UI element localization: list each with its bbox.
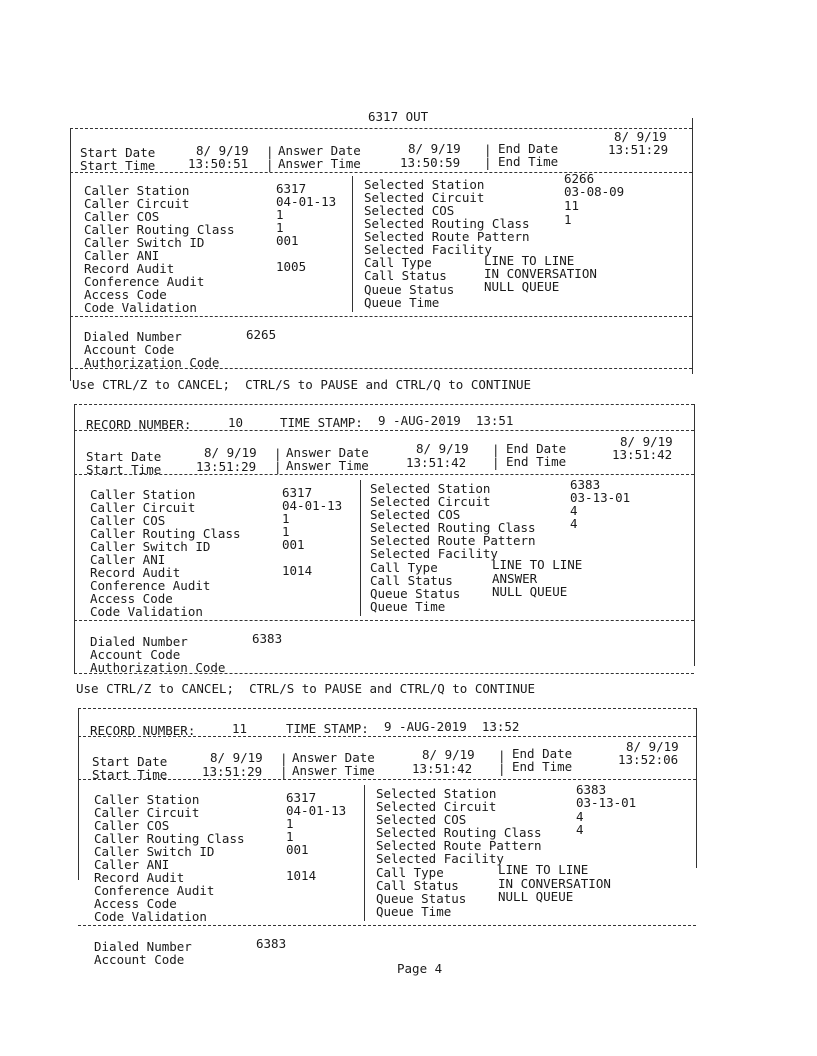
cancel-message: Use CTRL/Z to CANCEL; CTRL/S to PAUSE and CTRL/Q to CONTINUE bbox=[76, 681, 536, 696]
code-validation-label: Code Validation bbox=[84, 300, 197, 315]
selected-cos-label: Selected COS bbox=[370, 507, 461, 522]
end-time-label: End Time bbox=[498, 154, 559, 169]
code-validation-label: Code Validation bbox=[90, 604, 203, 619]
divider: | bbox=[498, 748, 506, 763]
selected-route-pattern-label: Selected Route Pattern bbox=[370, 533, 536, 548]
end-time-label: End Time bbox=[506, 454, 567, 469]
selected-circuit-label: Selected Circuit bbox=[370, 494, 491, 509]
code-validation-label: Code Validation bbox=[94, 909, 207, 924]
caller-station-value: 6317 bbox=[282, 485, 313, 500]
caller-cos-value: 1 bbox=[282, 511, 290, 526]
call-type-label: Call Type bbox=[370, 560, 438, 575]
record-audit-label: Record Audit bbox=[90, 565, 181, 580]
divider bbox=[78, 708, 696, 709]
divider bbox=[352, 176, 353, 312]
record-audit-label: Record Audit bbox=[94, 870, 185, 885]
selected-cos-label: Selected COS bbox=[364, 203, 455, 218]
caller-switch-id-label: Caller Switch ID bbox=[90, 539, 211, 554]
caller-routing-class-value: 1 bbox=[286, 829, 294, 844]
caller-circuit-value: 04-01-13 bbox=[282, 498, 343, 513]
record-audit-value: 1014 bbox=[282, 563, 313, 578]
record-number-label: RECORD NUMBER: bbox=[86, 417, 192, 432]
divider: | bbox=[274, 446, 282, 461]
answer-time-label: Answer Time bbox=[278, 156, 361, 171]
divider bbox=[74, 673, 694, 674]
conference-audit-label: Conference Audit bbox=[84, 274, 205, 289]
answer-date-label: Answer Date bbox=[286, 445, 369, 460]
account-code-label: Account Code bbox=[90, 647, 181, 662]
time-stamp-value: 9 -AUG-2019 13:51 bbox=[378, 413, 514, 428]
call-status-label: Call Status bbox=[370, 573, 453, 588]
divider bbox=[78, 925, 696, 926]
end-date-label: End Date bbox=[506, 441, 567, 456]
start-date-value: 8/ 9/19 bbox=[196, 143, 249, 158]
caller-switch-id-label: Caller Switch ID bbox=[94, 844, 215, 859]
caller-routing-class-label: Caller Routing Class bbox=[94, 831, 245, 846]
time-stamp-value: 9 -AUG-2019 13:52 bbox=[384, 719, 520, 734]
selected-route-pattern-label: Selected Route Pattern bbox=[364, 229, 530, 244]
page-number: Page 4 bbox=[397, 961, 443, 976]
caller-cos-label: Caller COS bbox=[90, 513, 166, 528]
answer-time-label: Answer Time bbox=[292, 763, 375, 778]
caller-cos-value: 1 bbox=[286, 816, 294, 831]
caller-switch-id-value: 001 bbox=[276, 233, 299, 248]
end-time-value: 13:52:06 bbox=[618, 752, 679, 767]
caller-ani-label: Caller ANI bbox=[90, 552, 166, 567]
caller-routing-class-value: 1 bbox=[276, 220, 284, 235]
record-audit-value: 1005 bbox=[276, 259, 307, 274]
caller-circuit-label: Caller Circuit bbox=[84, 196, 190, 211]
call-status-value: ANSWER bbox=[492, 571, 538, 586]
record-number-value: 10 bbox=[228, 415, 244, 430]
caller-cos-value: 1 bbox=[276, 207, 284, 222]
caller-routing-class-label: Caller Routing Class bbox=[90, 526, 241, 541]
divider bbox=[78, 736, 696, 737]
selected-station-label: Selected Station bbox=[370, 481, 491, 496]
time-stamp-label: TIME STAMP: bbox=[286, 721, 369, 736]
selected-cos-label: Selected COS bbox=[376, 812, 467, 827]
divider: | bbox=[492, 442, 500, 457]
caller-circuit-value: 04-01-13 bbox=[286, 803, 347, 818]
divider bbox=[78, 779, 696, 780]
divider: | bbox=[280, 751, 288, 766]
divider bbox=[74, 404, 75, 674]
answer-date-value: 8/ 9/19 bbox=[422, 747, 475, 762]
selected-routing-class-value: 4 bbox=[570, 516, 578, 531]
selected-circuit-label: Selected Circuit bbox=[376, 799, 497, 814]
dialed-number-label: Dialed Number bbox=[94, 939, 192, 954]
queue-status-label: Queue Status bbox=[370, 586, 461, 601]
caller-station-value: 6317 bbox=[286, 790, 317, 805]
divider: | bbox=[266, 157, 274, 172]
end-time-value: 13:51:42 bbox=[612, 447, 673, 462]
divider: | bbox=[498, 761, 506, 776]
queue-status-label: Queue Status bbox=[376, 891, 467, 906]
caller-station-label: Caller Station bbox=[90, 487, 196, 502]
call-status-label: Call Status bbox=[376, 878, 459, 893]
caller-switch-id-value: 001 bbox=[282, 537, 305, 552]
call-status-value: IN CONVERSATION bbox=[498, 876, 611, 891]
divider bbox=[70, 368, 692, 369]
selected-routing-class-value: 4 bbox=[576, 822, 584, 837]
caller-circuit-label: Caller Circuit bbox=[90, 500, 196, 515]
selected-route-pattern-label: Selected Route Pattern bbox=[376, 838, 542, 853]
end-date-value: 8/ 9/19 bbox=[620, 434, 673, 449]
dialed-number-value: 6383 bbox=[252, 631, 283, 646]
selected-station-value: 6266 bbox=[564, 171, 595, 186]
answer-time-value: 13:50:59 bbox=[400, 155, 461, 170]
start-date-label: Start Date bbox=[92, 754, 168, 769]
call-type-label: Call Type bbox=[364, 255, 432, 270]
call-type-label: Call Type bbox=[376, 865, 444, 880]
divider: | bbox=[484, 155, 492, 170]
selected-facility-label: Selected Facility bbox=[364, 242, 492, 257]
start-time-value: 13:51:29 bbox=[196, 459, 257, 474]
end-date-value: 8/ 9/19 bbox=[626, 739, 679, 754]
record-audit-label: Record Audit bbox=[84, 261, 175, 276]
start-date-value: 8/ 9/19 bbox=[210, 750, 263, 765]
selected-circuit-value: 03-08-09 bbox=[564, 184, 625, 199]
record-number-label: RECORD NUMBER: bbox=[90, 723, 196, 738]
end-date-label: End Date bbox=[512, 746, 573, 761]
answer-date-value: 8/ 9/19 bbox=[416, 441, 469, 456]
start-time-label: Start Time bbox=[86, 462, 162, 477]
call-type-value: LINE TO LINE bbox=[498, 862, 589, 877]
caller-cos-label: Caller COS bbox=[84, 209, 160, 224]
account-code-label: Account Code bbox=[84, 342, 175, 357]
selected-circuit-value: 03-13-01 bbox=[576, 795, 637, 810]
access-code-label: Access Code bbox=[84, 287, 167, 302]
divider: | bbox=[492, 455, 500, 470]
dialed-number-value: 6383 bbox=[256, 936, 287, 951]
end-date-label: End Date bbox=[498, 141, 559, 156]
authorization-code-label: Authorization Code bbox=[84, 355, 220, 370]
selected-circuit-value: 03-13-01 bbox=[570, 490, 631, 505]
start-date-label: Start Date bbox=[80, 145, 156, 160]
divider bbox=[364, 785, 365, 921]
caller-switch-id-label: Caller Switch ID bbox=[84, 235, 205, 250]
dialed-number-label: Dialed Number bbox=[84, 329, 182, 344]
caller-station-label: Caller Station bbox=[84, 183, 190, 198]
caller-routing-class-value: 1 bbox=[282, 524, 290, 539]
answer-date-label: Answer Date bbox=[292, 750, 375, 765]
caller-switch-id-value: 001 bbox=[286, 842, 309, 857]
dialed-number-label: Dialed Number bbox=[90, 634, 188, 649]
selected-cos-value: 4 bbox=[570, 503, 578, 518]
caller-station-value: 6317 bbox=[276, 181, 307, 196]
selected-routing-class-value: 1 bbox=[564, 212, 572, 227]
start-time-label: Start Time bbox=[92, 767, 168, 782]
divider bbox=[74, 430, 694, 431]
divider bbox=[78, 708, 79, 880]
queue-status-value: NULL QUEUE bbox=[484, 279, 560, 294]
divider: | bbox=[266, 144, 274, 159]
queue-status-value: NULL QUEUE bbox=[492, 584, 568, 599]
answer-time-value: 13:51:42 bbox=[412, 761, 473, 776]
selected-routing-class-label: Selected Routing Class bbox=[370, 520, 536, 535]
selected-cos-value: 4 bbox=[576, 809, 584, 824]
record-number-value: 11 bbox=[232, 721, 248, 736]
record-audit-value: 1014 bbox=[286, 868, 317, 883]
divider bbox=[694, 404, 695, 666]
divider bbox=[696, 708, 697, 868]
access-code-label: Access Code bbox=[90, 591, 173, 606]
caller-cos-label: Caller COS bbox=[94, 818, 170, 833]
queue-status-value: NULL QUEUE bbox=[498, 889, 574, 904]
start-time-value: 13:50:51 bbox=[188, 156, 249, 171]
start-time-label: Start Time bbox=[80, 158, 156, 173]
queue-time-label: Queue Time bbox=[364, 295, 440, 310]
answer-date-value: 8/ 9/19 bbox=[408, 141, 461, 156]
access-code-label: Access Code bbox=[94, 896, 177, 911]
caller-station-label: Caller Station bbox=[94, 792, 200, 807]
divider bbox=[74, 620, 694, 621]
selected-facility-label: Selected Facility bbox=[370, 546, 498, 561]
caller-ani-label: Caller ANI bbox=[94, 857, 170, 872]
divider bbox=[70, 128, 692, 129]
selected-station-value: 6383 bbox=[576, 782, 607, 797]
selected-circuit-label: Selected Circuit bbox=[364, 190, 485, 205]
conference-audit-label: Conference Audit bbox=[94, 883, 215, 898]
divider bbox=[70, 128, 71, 381]
caller-routing-class-label: Caller Routing Class bbox=[84, 222, 235, 237]
queue-time-label: Queue Time bbox=[370, 599, 446, 614]
start-date-label: Start Date bbox=[86, 449, 162, 464]
caller-circuit-value: 04-01-13 bbox=[276, 194, 337, 209]
account-code-label: Account Code bbox=[94, 952, 185, 967]
divider bbox=[74, 404, 694, 405]
answer-time-label: Answer Time bbox=[286, 458, 369, 473]
start-time-value: 13:51:29 bbox=[202, 764, 263, 779]
start-date-value: 8/ 9/19 bbox=[204, 445, 257, 460]
divider bbox=[360, 480, 361, 616]
dialed-number-value: 6265 bbox=[246, 327, 277, 342]
call-type-value: LINE TO LINE bbox=[492, 557, 583, 572]
selected-facility-label: Selected Facility bbox=[376, 851, 504, 866]
answer-date-label: Answer Date bbox=[278, 143, 361, 158]
authorization-code-label: Authorization Code bbox=[90, 660, 226, 675]
selected-cos-value: 11 bbox=[564, 198, 580, 213]
selected-routing-class-label: Selected Routing Class bbox=[364, 216, 530, 231]
cancel-message: Use CTRL/Z to CANCEL; CTRL/S to PAUSE and CTRL/Q to CONTINUE bbox=[72, 377, 532, 392]
divider bbox=[692, 118, 693, 374]
time-stamp-label: TIME STAMP: bbox=[280, 415, 363, 430]
divider bbox=[74, 474, 694, 475]
end-time-label: End Time bbox=[512, 759, 573, 774]
queue-status-label: Queue Status bbox=[364, 282, 455, 297]
selected-station-label: Selected Station bbox=[364, 177, 485, 192]
call-type-value: LINE TO LINE bbox=[484, 253, 575, 268]
answer-time-value: 13:51:42 bbox=[406, 455, 467, 470]
divider: | bbox=[484, 142, 492, 157]
end-date-value: 8/ 9/19 bbox=[614, 129, 667, 144]
divider: | bbox=[280, 764, 288, 779]
end-time-value: 13:51:29 bbox=[608, 142, 669, 157]
queue-time-label: Queue Time bbox=[376, 904, 452, 919]
selected-station-value: 6383 bbox=[570, 477, 601, 492]
divider: | bbox=[274, 459, 282, 474]
page-title: 6317 OUT bbox=[368, 109, 429, 124]
selected-station-label: Selected Station bbox=[376, 786, 497, 801]
divider bbox=[70, 172, 692, 173]
call-status-value: IN CONVERSATION bbox=[484, 266, 597, 281]
call-status-label: Call Status bbox=[364, 268, 447, 283]
caller-ani-label: Caller ANI bbox=[84, 248, 160, 263]
conference-audit-label: Conference Audit bbox=[90, 578, 211, 593]
divider bbox=[70, 316, 692, 317]
selected-routing-class-label: Selected Routing Class bbox=[376, 825, 542, 840]
caller-circuit-label: Caller Circuit bbox=[94, 805, 200, 820]
